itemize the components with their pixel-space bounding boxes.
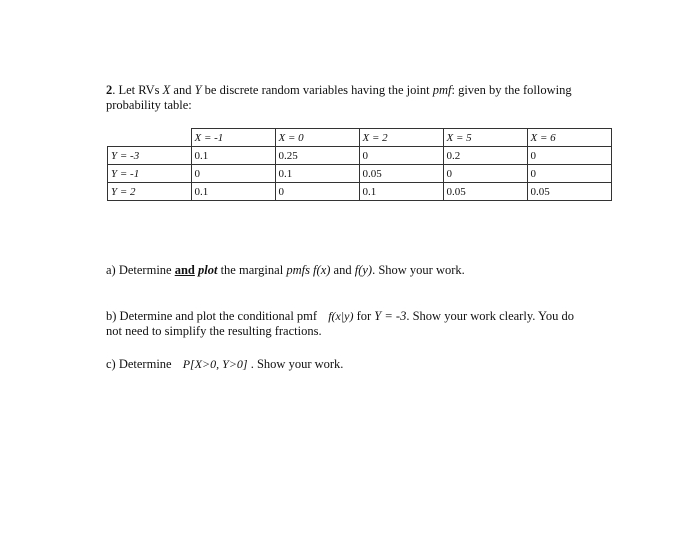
- part-a-text: a) Determine: [106, 263, 175, 277]
- part-b: [106, 309, 586, 339]
- intro-text: : given by the following probability table:: [106, 83, 572, 112]
- table-cell: 0: [527, 165, 611, 183]
- part-a-plot: plot: [198, 263, 218, 277]
- part-a-pmfs: pmfs f(x): [286, 263, 331, 277]
- table-cell: 0: [191, 165, 275, 183]
- part-b-text: . Show your work clearly. You do not need to simplify the resulting fractions.: [106, 309, 574, 338]
- table-cell: 0.05: [527, 183, 611, 201]
- column-header: X = 0: [275, 129, 359, 147]
- table-cell: 0.1: [275, 165, 359, 183]
- problem-number: 2: [106, 83, 113, 97]
- table-cell: 0.1: [191, 183, 275, 201]
- table-cell: 0: [443, 165, 527, 183]
- table-cell: 0.2: [443, 147, 527, 165]
- table-cell: 0.05: [443, 183, 527, 201]
- part-a-fy: f(y): [354, 263, 373, 277]
- var-x: X: [162, 83, 171, 97]
- condition-expression: Y = -3: [374, 309, 407, 323]
- part-c-text: . Show your work.: [247, 357, 344, 371]
- column-header: X = 2: [359, 129, 443, 147]
- table-row: [108, 183, 612, 201]
- joint-pmf-table: [107, 128, 612, 201]
- row-header: Y = 2: [108, 183, 192, 201]
- column-header: X = 5: [443, 129, 527, 147]
- pmf-term: pmf: [432, 83, 452, 97]
- part-a-text: . Show your work.: [372, 263, 465, 277]
- row-header: Y = -3: [108, 147, 192, 165]
- table-cell: 0.1: [359, 183, 443, 201]
- var-y: Y: [194, 83, 202, 97]
- intro-text: and: [170, 83, 195, 97]
- part-a-text: the marginal: [217, 263, 287, 277]
- table-cell: 0.05: [359, 165, 443, 183]
- part-b-text: for: [353, 309, 375, 323]
- intro-text: . Let RVs: [112, 83, 163, 97]
- table-cell: 0: [527, 147, 611, 165]
- row-header: Y = -1: [108, 165, 192, 183]
- probability-expression: P[X>0, Y>0]: [182, 357, 248, 371]
- problem-statement: [106, 83, 586, 113]
- part-c-text: c) Determine: [106, 357, 175, 371]
- table-cell: 0.1: [191, 147, 275, 165]
- column-header: X = -1: [191, 129, 275, 147]
- table-header-row: [108, 129, 612, 147]
- table-row: [108, 165, 612, 183]
- part-c: [106, 357, 586, 372]
- column-header: X = 6: [527, 129, 611, 147]
- table-cell: 0.25: [275, 147, 359, 165]
- table-row: [108, 147, 612, 165]
- conditional-pmf-expression: f(x|y): [328, 309, 354, 323]
- part-a-text: and: [330, 263, 355, 277]
- part-a-and: and: [174, 263, 195, 277]
- part-a: [106, 263, 586, 278]
- intro-text: be discrete random variables having the joint: [201, 83, 433, 97]
- table-cell: 0: [359, 147, 443, 165]
- table-cell: 0: [275, 183, 359, 201]
- part-b-text: b) Determine and plot the conditional pmf: [106, 309, 321, 323]
- table-corner-cell: [108, 129, 192, 147]
